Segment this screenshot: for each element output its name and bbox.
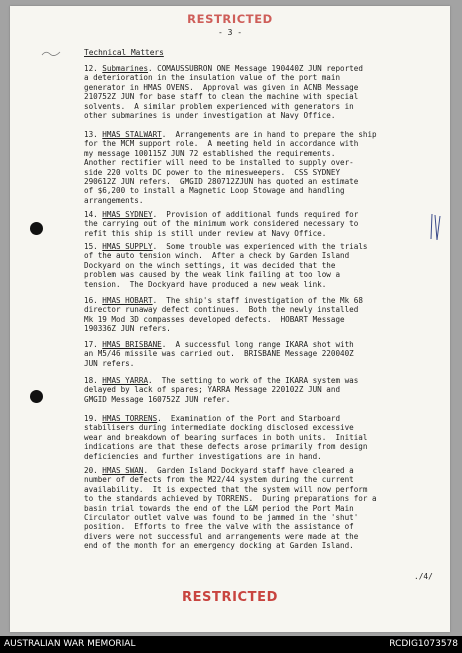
paragraph-line: stabilisers during intermediate docking disclosed excessive <box>84 423 354 433</box>
paragraph-line: director runaway defect continues. Both the newly installed <box>84 305 359 315</box>
paragraph-subject: HMAS SWAN <box>102 466 144 475</box>
paragraph-subject: HMAS YARRA <box>102 376 149 385</box>
paragraph-line: problem was caused by the weak link failing at too low a <box>84 270 341 280</box>
paragraph-12 <box>84 64 436 120</box>
paragraph-line: number of defects from the M22/44 system during the current <box>84 475 354 485</box>
paragraph-15 <box>84 242 436 289</box>
paragraph-line <box>84 296 436 305</box>
classification-stamp-bottom: RESTRICTED <box>181 590 279 605</box>
paragraph-line: availability. It is expected that the system will now perform <box>84 484 368 494</box>
paragraph-text: . A successful long range IKARA shot with <box>161 340 354 349</box>
paragraph-line: tension. The Dockyard have produced a new weak link. <box>84 279 327 289</box>
paragraph-line: for the MCM support role. A meeting held in accordance with <box>84 139 359 149</box>
paragraph-text: . Arrangements are in hand to prepare the ship <box>161 130 377 139</box>
paragraph-line: JUN refers. <box>84 358 135 368</box>
paragraph-number: 12. <box>84 64 98 73</box>
document-page <box>10 6 450 632</box>
paragraph-line: other submarines is under investigation at Navy Office. <box>84 111 336 121</box>
paragraph-line: of $6,200 to install a Magnetic Loop Stowage and handling <box>84 186 345 196</box>
paragraph-20 <box>84 466 436 551</box>
paragraph-14 <box>84 210 436 238</box>
paragraph-line: Dockyard on the winch settings, it was decided that the <box>84 260 336 270</box>
paragraph-subject: Submarines <box>102 64 149 73</box>
punch-hole-icon <box>30 222 43 235</box>
paragraph-19 <box>84 414 436 461</box>
paragraph-number: 19. <box>84 414 98 423</box>
paragraph-line: generator in HMAS OVENS. Approval was given in ACNB Message <box>84 82 359 92</box>
paragraph-line <box>84 64 436 73</box>
paragraph-line: Mk 19 Mod 3D compasses developed defects. HOBART Message <box>84 314 345 324</box>
paragraph-line: indications are that these defects arose primarily from design <box>84 442 368 452</box>
paragraph-line <box>84 130 436 139</box>
paragraph-line: divers were not successful and arrangements were made at the <box>84 531 359 541</box>
paragraph-line: Another rectifier will need to be installed to supply over- <box>84 158 354 168</box>
paragraph-line: solvents. A similar problem experienced with generators in <box>84 101 354 111</box>
paragraph-line: wear and breakdown of bearing surfaces in both units. Initial <box>84 432 368 442</box>
paragraph-number: 16. <box>84 296 98 305</box>
paragraph-number: 18. <box>84 376 98 385</box>
section-heading: Technical Matters <box>84 48 164 57</box>
paragraph-line <box>84 210 436 219</box>
paragraph-line: arrangements. <box>84 195 144 205</box>
paragraph-subject: HMAS HOBART <box>102 296 153 305</box>
paragraph-line <box>84 376 436 385</box>
paragraph-line: the carrying out of the minimum work considered necessary to <box>84 219 359 229</box>
paragraph-line: a deterioration in the insulation value of the port main <box>84 73 341 83</box>
paragraph-line: refit this ship is still under review at Navy Office. <box>84 228 327 238</box>
paragraph-line: of the auto tension winch. After a check by Garden Island <box>84 251 350 261</box>
paragraph-subject: HMAS STALWART <box>102 130 162 139</box>
page-number: - 3 - <box>217 28 243 37</box>
paragraph-line: end of the month for an emergency docking at Garden Island. <box>84 541 354 551</box>
paragraph-number: 20. <box>84 466 98 475</box>
paragraph-subject: HMAS SUPPLY <box>102 242 153 251</box>
paragraph-line: 210752Z JUN for base staff to clean the machine with special <box>84 92 359 102</box>
paragraph-line: position. Efforts to free the valve with the assistance of <box>84 522 354 532</box>
paragraph-text: . Garden Island Dockyard staff have cleared a <box>143 466 354 475</box>
paragraph-text: . The ship's staff investigation of the Mk 68 <box>152 296 363 305</box>
handwritten-mark-icon <box>40 46 64 60</box>
paragraph-line <box>84 466 436 475</box>
paragraph-text: . Some trouble was experienced with the trials <box>152 242 368 251</box>
paragraph-line: an M5/46 missile was carried out. BRISBANE Message 220040Z <box>84 349 354 359</box>
paragraph-line <box>84 242 436 251</box>
paragraph-17 <box>84 340 436 368</box>
paragraph-number: 14. <box>84 210 98 219</box>
paragraph-line: GMGID Message 160752Z JUN refer. <box>84 394 231 404</box>
paragraph-text: . Provision of additional funds required for <box>152 210 359 219</box>
paragraph-line: 290612Z JUN refers. GMGID 280712ZJUN has quoted an estimate <box>84 177 359 187</box>
paragraph-line: basin trial towards the end of the L&M period the Port Main <box>84 503 354 513</box>
paragraph-number: 15. <box>84 242 98 251</box>
paragraph-number: 17. <box>84 340 98 349</box>
paragraph-line: to the standards achieved by TORRENS. During preparations for a <box>84 494 377 504</box>
paragraph-text: . The setting to work of the IKARA system was <box>148 376 359 385</box>
paragraph-subject: HMAS TORRENS <box>102 414 158 423</box>
paragraph-16 <box>84 296 436 334</box>
classification-stamp-top: RESTRICTED <box>187 12 273 26</box>
paragraph-subject: HMAS BRISBANE <box>102 340 162 349</box>
paragraph-text: . Examination of the Port and Starboard <box>157 414 341 423</box>
paragraph-subject: HMAS SYDNEY <box>102 210 153 219</box>
continuation-marker: ./4/ <box>414 572 433 581</box>
paragraph-line: my message 100115Z JUN 72 established the requirements. <box>84 148 336 158</box>
paragraph-line: delayed by lack of spares; YARRA Message 220102Z JUN and <box>84 385 341 395</box>
paragraph-line <box>84 340 436 349</box>
paragraph-number: 13. <box>84 130 98 139</box>
archive-footer <box>0 636 462 653</box>
paragraph-line: deficiencies and further investigations are in hand. <box>84 451 322 461</box>
paragraph-line <box>84 414 436 423</box>
footer-record-id: RCDIG1073578 <box>389 639 458 649</box>
paragraph-13 <box>84 130 436 205</box>
paragraph-text: . COMAUSSUBRON ONE Message 190440Z JUN reported <box>148 64 363 73</box>
paragraph-18 <box>84 376 436 404</box>
footer-institution: AUSTRALIAN WAR MEMORIAL <box>4 639 136 649</box>
paragraph-line: 190336Z JUN refers. <box>84 324 171 334</box>
handwritten-tick-icon <box>428 212 442 242</box>
paragraph-line: side 220 volts DC power to the minesweepers. CSS SYDNEY <box>84 167 341 177</box>
punch-hole-icon <box>30 390 43 403</box>
paragraph-line: Circulator outlet valve was found to be jammed in the 'shut' <box>84 513 359 523</box>
